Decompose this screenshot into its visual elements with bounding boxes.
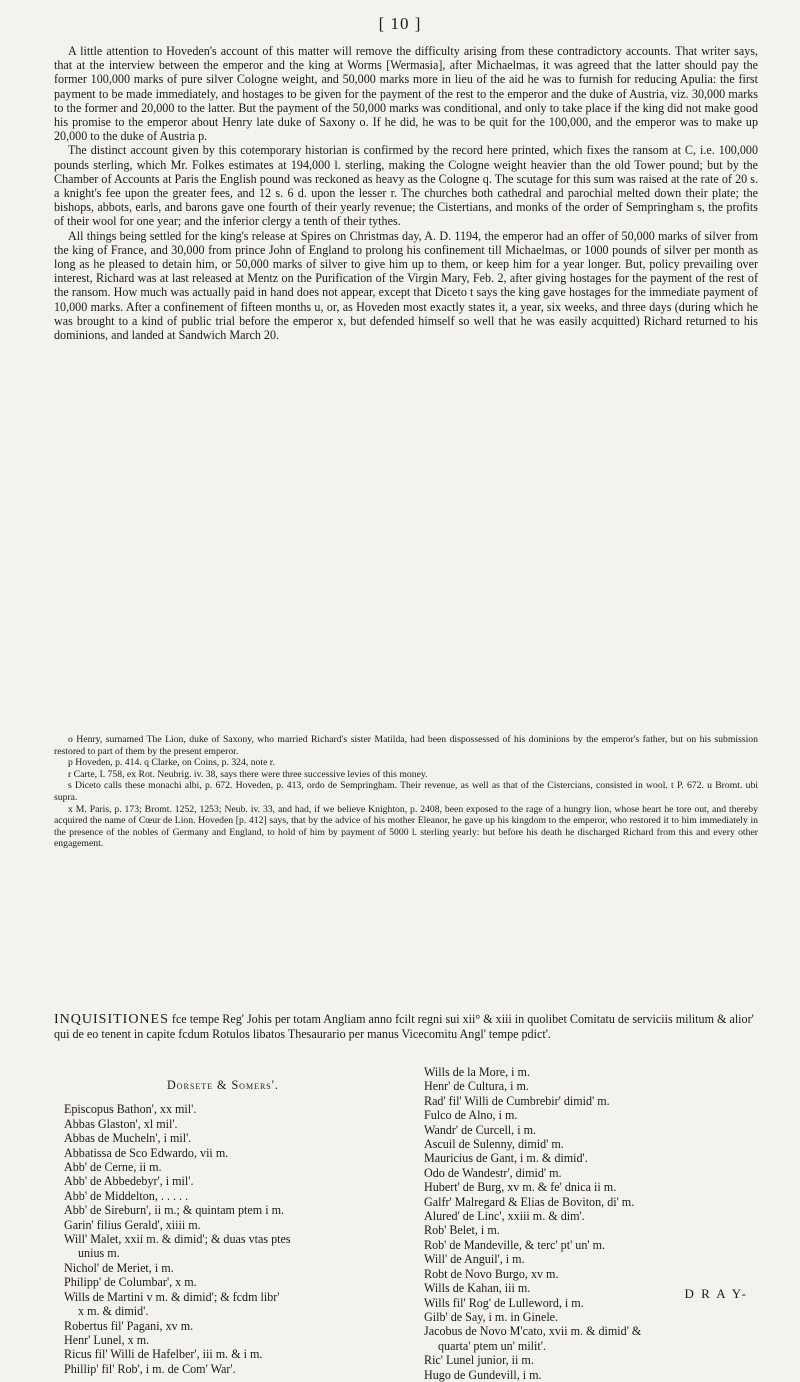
list-item: Abbatissa de Sco Edwardo, vii m. [64, 1145, 229, 1160]
list-item: Abbas Glaston', xl mil'. [64, 1116, 178, 1131]
inquisitiones-text: fce tempe Reg' Johis per totam Angliam anno fcilt regni sui xii° & xiii in quolibet Comitatu de serviciis militum & alior' qui de eo tenent in capite fcdum Rotulos libatos Thesaurario per manus Vicecomitu Angl' tempe pdict'. [54, 1012, 754, 1042]
list-item: Ascuil de Sulenny, dimid' m. [424, 1137, 564, 1152]
list-item-continuation: quarta' ptem un' milit'. [438, 1338, 546, 1353]
inquisitiones-heading [54, 1012, 758, 1042]
list-item: Robt de Novo Burgo, xv m. [424, 1266, 559, 1281]
list-item: Garin' filius Gerald', xiiii m. [64, 1217, 201, 1232]
list-item: Mauricius de Gant, i m. & dimid'. [424, 1151, 588, 1166]
paragraph-ransom-record: The distinct account given by this cotemporary historian is confirmed by the record here printed, which fixes the ransom at C, i.e. 100,000 pounds sterling, which Mr. Folkes estimates at 194,000 l. sterling, making the Cologne weight heavier than the old Tower pound; but by the Chamber of Accounts at Paris the English pound was reckoned as heavy as the Cologne q. The scutage for this sum was raised at the rate of 20 s. a knight's fee upon the greater fees, and 12 s. 6 d. upon the lesser r. The churches both cathedral and parochial melted down their plate; the bishops, abbots, earls, and barons gave one fourth of their yearly revenue; the Cistertians, and monks of the order of Sempringham s, the profits of their wool for one year; and the inferior clergy a tenth of their tythes. [54, 143, 758, 229]
list-item: Hugo de Gundevill, i m. [424, 1367, 542, 1382]
list-item: Wills de la More, i m. [424, 1065, 530, 1079]
footnote-o: o Henry, surnamed The Lion, duke of Saxony, who married Richard's sister Matilda, had been dispossessed of his dominions by the emperor's father, but on his submission restored to part of them by the present emperor. [54, 734, 758, 757]
footnote-x: x M. Paris, p. 173; Bromt. 1252, 1253; Neub. iv. 33, and had, if we believe Knighton, p. 2408, been exposed to the rage of a hungry lion, whose heart he tore out, and thereby acquired the name of Cœur de Lion. Hoveden [p. 412] says, that by the advice of his mother Eleanor, he gave up his kingdom to the emperor, who restored it to him immediately in the presence of the nobles of Germany and England, to hold of him by payment of 5000 l. sterling yearly: but before his death he discharged Richard from this and every other engagement. [54, 803, 758, 850]
list-item: Rob' Belet, i m. [424, 1223, 500, 1238]
list-item: Henr' de Cultura, i m. [424, 1079, 529, 1094]
list-item: Philipp' de Columbar', x m. [64, 1275, 197, 1290]
list-item: Abb' de Cerne, ii m. [64, 1160, 162, 1175]
right-column [424, 1065, 764, 1382]
list-item: Alured' de Linc', xxiii m. & dim'. [424, 1209, 585, 1224]
list-item: Abb' de Abbedebyr', i mil'. [64, 1174, 194, 1189]
footnotes [54, 734, 758, 850]
page-number: [ 10 ] [378, 14, 422, 33]
list-item: Episcopus Bathon', xx mil'. [64, 1102, 197, 1117]
list-item: Nichol' de Meriet, i m. [64, 1260, 174, 1275]
list-item: Galfr' Malregard & Elias de Boviton, di' m. [424, 1194, 635, 1209]
list-item-continuation: unius m. [78, 1246, 120, 1261]
list-item: Wandr' de Curcell, i m. [424, 1122, 537, 1137]
list-item: Wills fil' Rog' de Lulleword, i m. [424, 1295, 584, 1310]
list-item: Phillip' fil' Rob', i m. de Com' War'. [64, 1361, 236, 1376]
list-item: Odo de Wandestr', dimid' m. [424, 1165, 562, 1180]
list-item: Will' de Anguil', i m. [424, 1252, 525, 1267]
list-item: Abb' de Sireburn', ii m.; & quintam ptem i m. [64, 1203, 285, 1218]
list-item: Will' Malet, xxii m. & dimid'; & duas vtas ptes [64, 1232, 291, 1247]
list-item: Gilb' de Say, i m. in Ginele. [424, 1309, 559, 1324]
catchword: D R A Y- [684, 1286, 748, 1301]
footnote-p-q: p Hoveden, p. 414. q Clarke, on Coins, p. 324, note r. [68, 757, 275, 769]
list-item: Abb' de Middelton, . . . . . [64, 1188, 189, 1203]
inquisitiones-lead: INQUISITIONES [54, 1012, 169, 1027]
county-title: Dorsete & Somers'. [167, 1078, 279, 1092]
list-item: Ricus fil' Willi de Hafelber', iii m. & i m. [64, 1347, 263, 1362]
paragraph-release: All things being settled for the king's release at Spires on Christmas day, A. D. 1194, the emperor had an offer of 50,000 marks of silver from the king of France, and 30,000 from prince John of England to prolong his confinement till Michaelmas, or 1000 pounds of silver per month as long as he pleased to detain him, or 50,000 marks of silver to give him up to them, or keep him for a year longer. But, policy prevailing over interest, Richard was at last released at Mentz on the Purification of the Virgin Mary, Feb. 2, after giving hostages for the payment of the rest of the ransom. How much was actually paid in hand does not appear, except that Diceto t says the king gave hostages for the immediate payment of 10,000 marks. After a confinement of fifteen months u, or, as Hoveden most exactly states it, a year, six weeks, and three days (during which he was brought to a kind of public trial before the emperor x, but defended himself so well that he was easily acquitted) Richard returned to his dominions, and landed at Sandwich March 20. [54, 228, 758, 343]
list-item: Fulco de Alno, i m. [424, 1108, 518, 1123]
main-text [54, 44, 758, 342]
footnote-s-t-u: s Diceto calls these monachi albi, p. 672. Hoveden, p. 413, ordo de Sempringham. Their revenue, as well as that of the Cistercians, consisted in wool. t P. 672. u Bromt. ubi supra. [54, 780, 758, 803]
list-item: Abbas de Mucheln', i mil'. [64, 1131, 192, 1146]
left-column [64, 1070, 382, 1376]
list-item: Wills de Kahan, iii m. [424, 1281, 531, 1296]
paragraph-hoveden-account: A little attention to Hoveden's account of this matter will remove the difficulty arising from these contradictory accounts. That writer says, that at the interview between the emperor and the king at Worms [Wermasia], after Michaelmas, it was agreed that the latter should pay the former 100,000 marks of pure silver Cologne weight, and 50,000 marks more in lieu of the aid he was to furnish for reducing Apulia: the first payment to be made immediately, and hostages to be given for the payment of the rest to the emperor and the duke of Austria, viz. 30,000 marks to the former and 20,000 to the latter. But the payment of the 50,000 marks was conditional, and only to take place if the king did not make good his promise to the emperor about Henry late duke of Saxony o. If he did, he was to be quit for the 100,000, and the emperor was to make up 20,000 to the duke of Austria p. [54, 44, 758, 144]
list-item: Rob' de Mandeville, & terc' pt' un' m. [424, 1237, 606, 1252]
list-item: Jacobus de Novo M'cato, xvii m. & dimid' & [424, 1324, 642, 1339]
list-item: Wills de Martini v m. & dimid'; & fcdm libr' [64, 1289, 280, 1304]
list-item: Hubert' de Burg, xv m. & fe' dnica ii m. [424, 1180, 617, 1195]
list-item-continuation: x m. & dimid'. [78, 1304, 149, 1319]
footnote-r: r Carte, I. 758, ex Rot. Neubrig. iv. 38, says there were three successive levies of this money. [68, 768, 428, 780]
list-item: Robertus fil' Pagani, xv m. [64, 1318, 194, 1333]
list-item: Rad' fil' Willi de Cumbrebir' dimid' m. [424, 1093, 610, 1108]
list-item: Henr' Lunel, x m. [64, 1332, 150, 1347]
list-item: Ric' Lunel junior, ii m. [424, 1353, 534, 1368]
